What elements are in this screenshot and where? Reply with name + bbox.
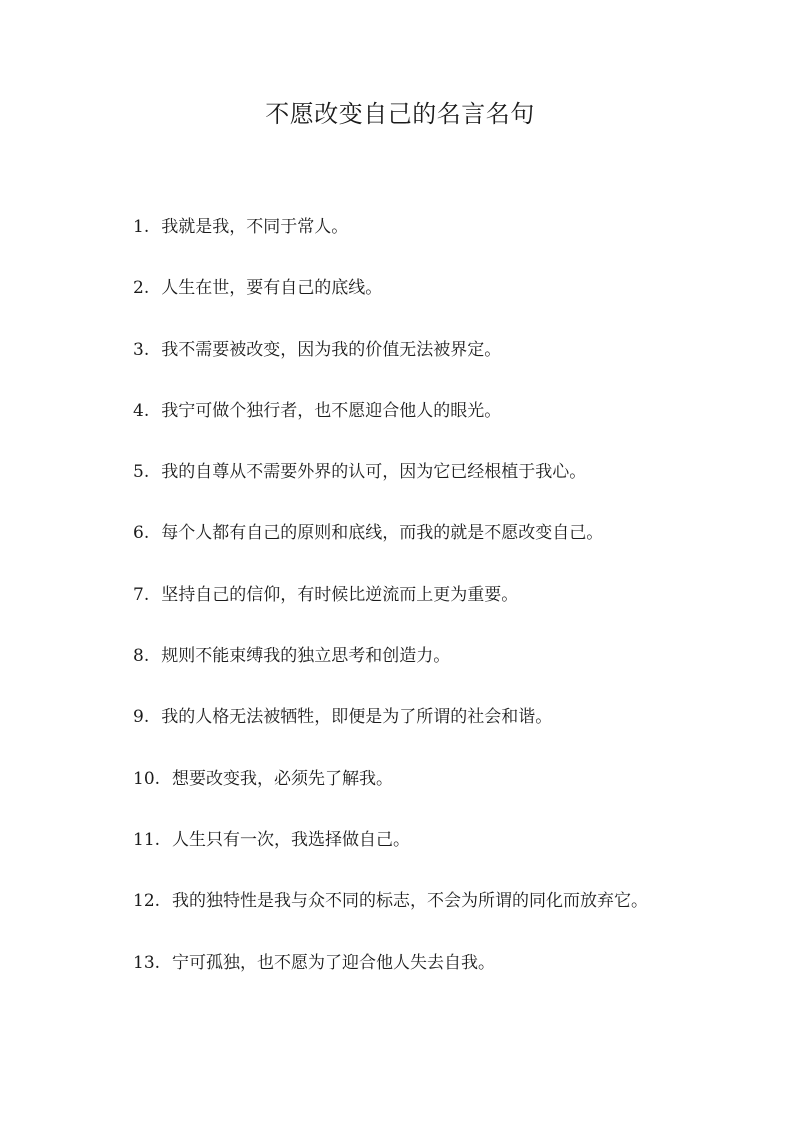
quote-item <box>133 335 753 396</box>
quote-item <box>133 273 753 334</box>
quote-list <box>133 212 753 1009</box>
quote-item <box>133 518 753 579</box>
quote-number: 13. <box>133 952 161 973</box>
quote-number: 5. <box>133 462 150 483</box>
quote-text: 我的人格无法被牺牲，即便是为了所谓的社会和谐。 <box>161 707 553 728</box>
quote-text: 人生只有一次，我选择做自己。 <box>172 829 411 850</box>
quote-number: 2. <box>133 278 150 299</box>
quote-item <box>133 457 753 518</box>
quote-text: 我的自尊从不需要外界的认可，因为它已经根植于我心。 <box>161 462 587 483</box>
quote-number: 11. <box>133 829 161 850</box>
quote-item <box>133 212 753 273</box>
quote-text: 规则不能束缚我的独立思考和创造力。 <box>161 646 451 667</box>
quote-item <box>133 948 753 1009</box>
quote-number: 3. <box>133 339 150 360</box>
quote-text: 我的独特性是我与众不同的标志，不会为所谓的同化而放弃它。 <box>172 891 649 912</box>
quote-number: 10. <box>133 768 161 789</box>
quote-number: 8. <box>133 646 150 667</box>
quote-item <box>133 825 753 886</box>
quote-text: 每个人都有自己的原则和底线，而我的就是不愿改变自己。 <box>161 523 604 544</box>
quote-item <box>133 641 753 702</box>
quote-text: 想要改变我，必须先了解我。 <box>172 768 394 789</box>
quote-item <box>133 580 753 641</box>
quote-text: 我就是我，不同于常人。 <box>161 217 349 237</box>
quote-item <box>133 886 753 947</box>
quote-number: 6. <box>133 523 150 544</box>
quote-text: 我不需要被改变，因为我的价值无法被界定。 <box>161 339 502 360</box>
quote-number: 7. <box>133 584 150 605</box>
page-title: 不愿改变自己的名言名句 <box>265 100 535 128</box>
quote-number: 4. <box>133 400 150 421</box>
quote-item <box>133 702 753 763</box>
quote-number: 9. <box>133 707 150 728</box>
quote-text: 坚持自己的信仰，有时候比逆流而上更为重要。 <box>161 584 519 605</box>
quote-text: 人生在世，要有自己的底线。 <box>161 278 383 299</box>
quote-number: 12. <box>133 891 161 912</box>
quote-text: 我宁可做个独行者，也不愿迎合他人的眼光。 <box>161 400 502 421</box>
quote-item <box>133 396 753 457</box>
quote-number: 1. <box>133 217 150 237</box>
quote-item <box>133 764 753 825</box>
quote-text: 宁可孤独，也不愿为了迎合他人失去自我。 <box>172 952 496 973</box>
